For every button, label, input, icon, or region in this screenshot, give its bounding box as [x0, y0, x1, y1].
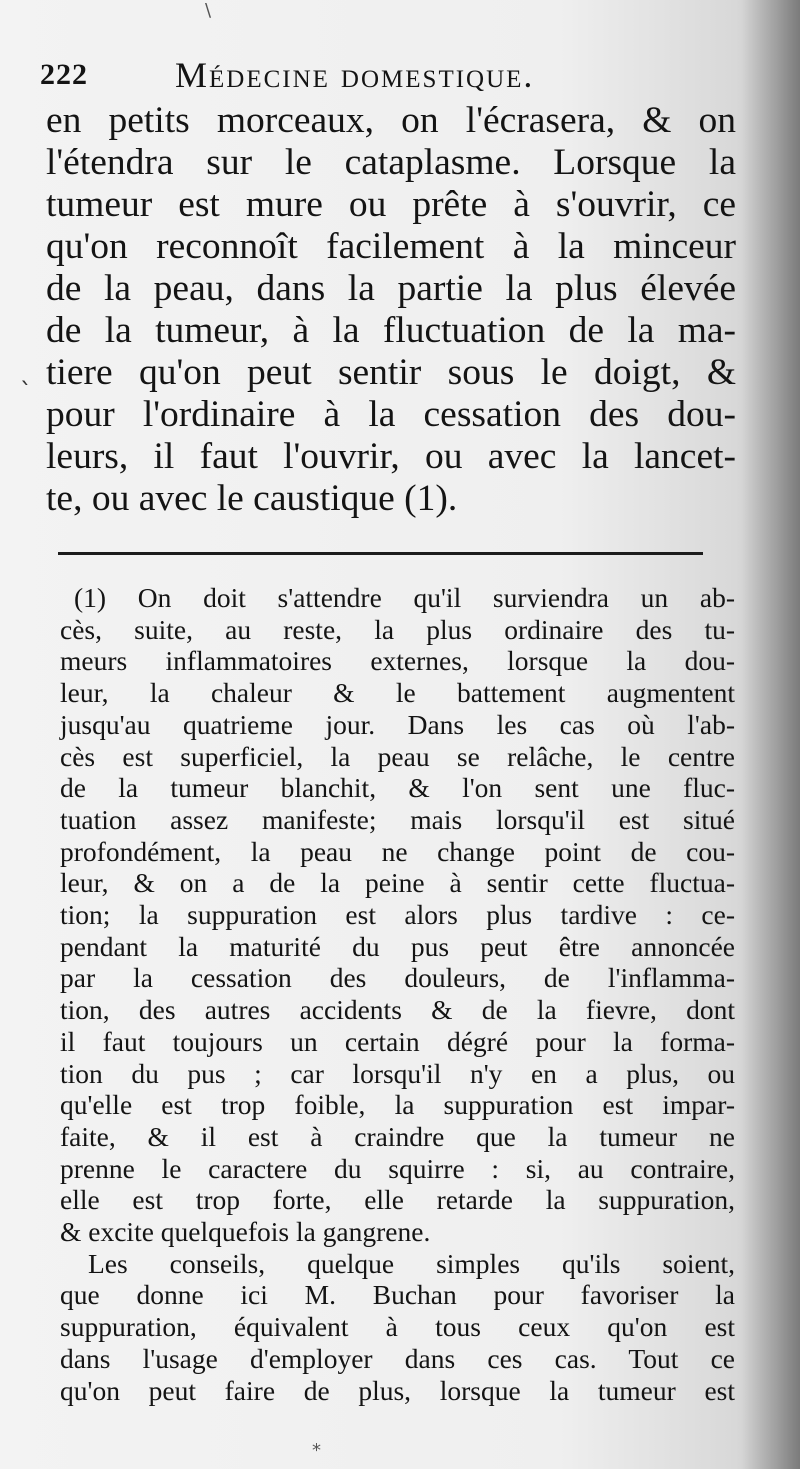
- page-edge-shadow: [742, 0, 800, 1469]
- text-line: leurs, il faut l'ouvrir, ou avec la lancet-: [46, 436, 736, 477]
- footnote-line: tion, des autres accidents & de la fievre, dont: [60, 994, 735, 1026]
- print-speck: \: [205, 0, 212, 21]
- footnote-line: Les conseils, quelque simples qu'ils soient,: [88, 1247, 735, 1279]
- footnote-line: pendant la maturité du pus peut être annoncée: [60, 930, 735, 962]
- footnote-line: cès est superficiel, la peau se relâche, le centre: [60, 740, 735, 772]
- margin-mark: `: [20, 378, 32, 406]
- print-speck: *: [312, 1440, 321, 1461]
- footnote-line: suppuration, équivalent à tous ceux qu'on est: [60, 1311, 735, 1343]
- text-line: tiere qu'on peut sentir sous le doigt, &: [46, 352, 736, 393]
- page-number: 222: [40, 58, 88, 91]
- footnote-line: profondément, la peau ne change point de cou-: [60, 835, 735, 867]
- main-text-block: [46, 100, 736, 520]
- footnote-line: & excite quelquefois la gangrene.: [60, 1216, 431, 1248]
- text-line: l'étendra sur le cataplasme. Lorsque la: [46, 142, 736, 183]
- footnote-line: dans l'usage d'employer dans ces cas. Tout ce: [60, 1342, 735, 1374]
- footnote-line: qu'elle est trop foible, la suppuration est impar-: [60, 1089, 735, 1121]
- footnote-line: il faut toujours un certain dégré pour la forma-: [60, 1025, 735, 1057]
- footnote-line: tion; la suppuration est alors plus tardive : ce-: [60, 899, 735, 931]
- text-line: pour l'ordinaire à la cessation des dou-: [46, 394, 736, 435]
- footnote-line: tion du pus ; car lorsqu'il n'y en a plus, ou: [60, 1057, 735, 1089]
- text-line: de la tumeur, à la fluctuation de la ma-: [46, 310, 736, 351]
- footnote-line: prenne le caractere du squirre : si, au contraire,: [60, 1152, 735, 1184]
- text-line: en petits morceaux, on l'écrasera, & on: [46, 100, 736, 141]
- footnote-line: de la tumeur blanchit, & l'on sent une fluc-: [60, 772, 735, 804]
- text-line: de la peau, dans la partie la plus élevée: [46, 268, 736, 309]
- footnote-separator-rule: [58, 552, 703, 555]
- footnote-line: (1) On doit s'attendre qu'il surviendra un ab-: [74, 582, 735, 613]
- footnote-line: tuation assez manifeste; mais lorsqu'il est situé: [60, 803, 735, 835]
- running-title: Médecine domestique.: [175, 55, 535, 95]
- footnote-line: elle est trop forte, elle retarde la suppuration,: [60, 1184, 735, 1216]
- page-header: [40, 50, 740, 100]
- text-line: qu'on reconnoît facilement à la minceur: [46, 226, 736, 267]
- footnote-line: par la cessation des douleurs, de l'inflamma-: [60, 962, 735, 994]
- footnote-line: cès, suite, au reste, la plus ordinaire des tu-: [60, 613, 735, 645]
- footnote-line: qu'on peut faire de plus, lorsque la tumeur est: [60, 1374, 735, 1406]
- footnote-line: leur, la chaleur & le battement augmentent: [60, 677, 735, 709]
- footnote-line: leur, & on a de la peine à sentir cette fluctua-: [60, 867, 735, 899]
- footnote-line: meurs inflammatoires externes, lorsque la dou-: [60, 645, 735, 677]
- footnote-line: jusqu'au quatrieme jour. Dans les cas où l'ab-: [60, 708, 735, 740]
- text-line: te, ou avec le caustique (1).: [46, 478, 458, 519]
- text-line: tumeur est mure ou prête à s'ouvrir, ce: [46, 184, 736, 225]
- footnote-block: [60, 582, 735, 1406]
- footnote-line: que donne ici M. Buchan pour favoriser la: [60, 1279, 735, 1311]
- footnote-line: faite, & il est à craindre que la tumeur ne: [60, 1120, 735, 1152]
